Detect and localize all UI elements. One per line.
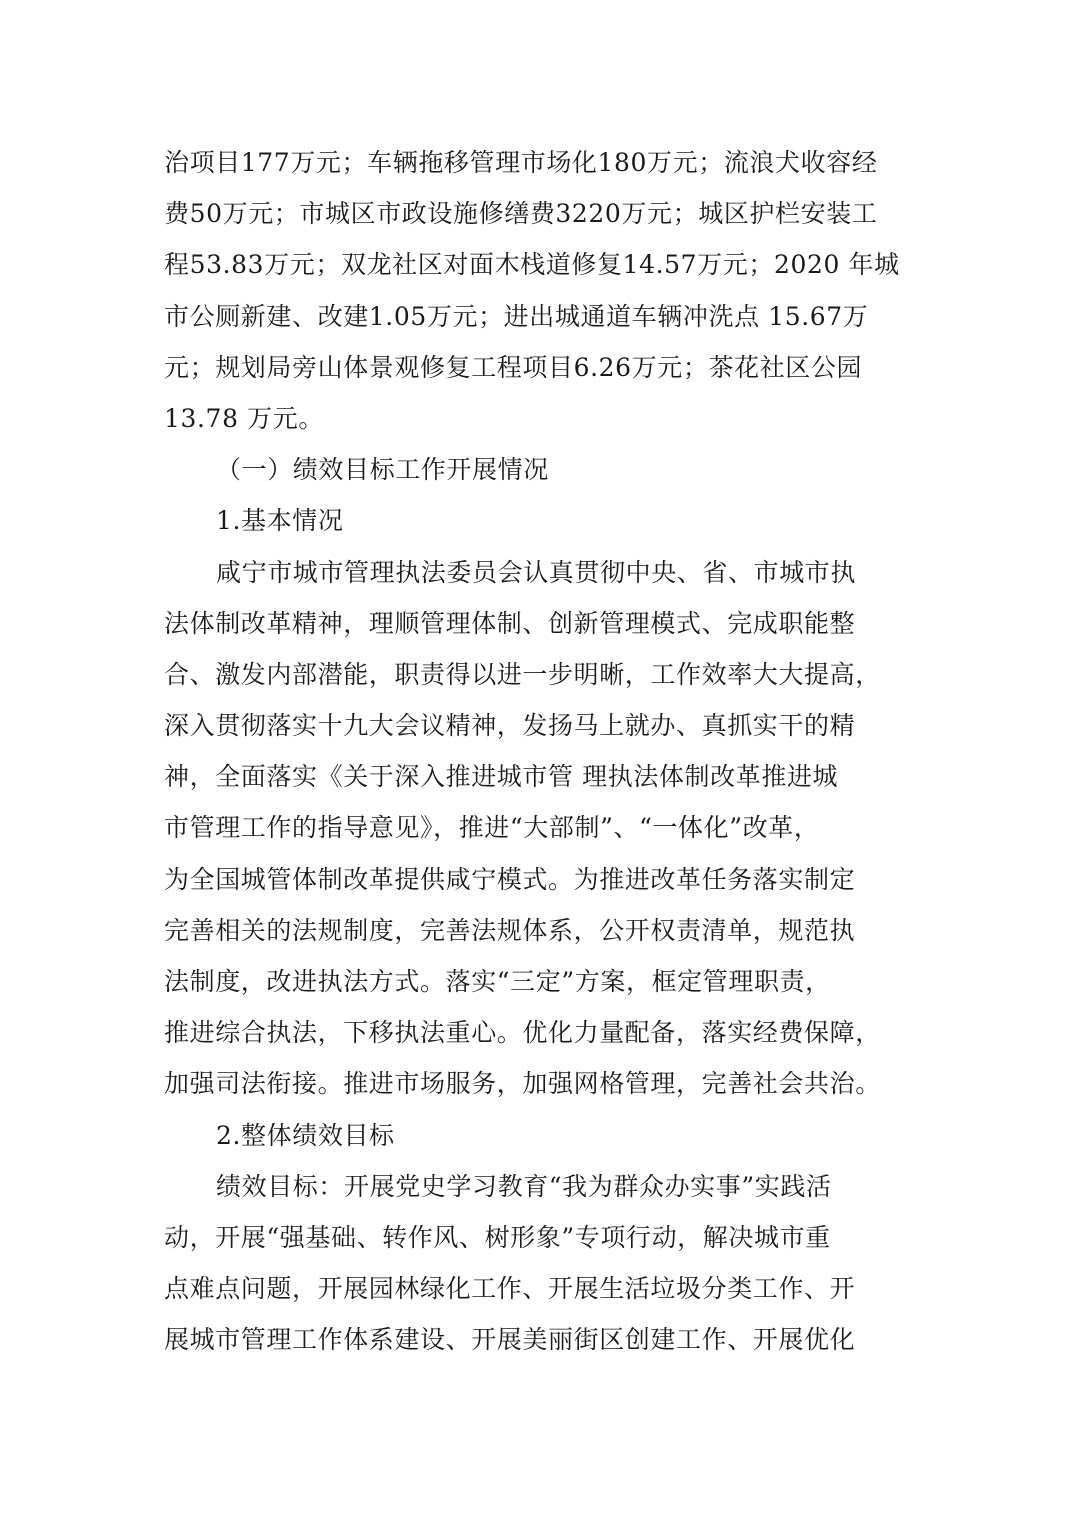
text-line: 为全国城管体制改革提供咸宁模式。为推进改革任务落实制定	[164, 864, 856, 894]
text-line: 加强司法衔接。推进市场服务，加强网格管理，完善社会共治。	[164, 1069, 881, 1099]
text-line: 费50万元；市城区市政设施修缮费3220万元；城区护栏安装工	[164, 199, 878, 229]
text-line: 神，全面落实《关于深入推进城市管 理执法体制改革推进城	[164, 762, 839, 792]
text-line: 法体制改革精神，理顺管理体制、创新管理模式、完成职能整	[164, 608, 856, 638]
text-line: 展城市管理工作体系建设、开展美丽街区创建工作、开展优化	[164, 1325, 856, 1355]
text-line: 元；规划局旁山体景观修复工程项目6.26万元；茶花社区公园	[164, 352, 863, 382]
subheading-basic-situation: 1.基本情况	[216, 506, 344, 536]
text-line: 咸宁市城市管理执法委员会认真贯彻中央、省、市城市执	[216, 557, 857, 587]
subheading-overall-goals: 2.整体绩效目标	[216, 1120, 395, 1150]
text-line: 深入贯彻落实十九大会议精神，发扬马上就办、真抓实干的精	[164, 711, 856, 741]
text-line: 合、激发内部潜能，职责得以进一步明晰，工作效率大大提高，	[164, 659, 881, 689]
text-line: 市管理工作的指导意见》，推进“大部制”、“一体化”改革，	[164, 813, 820, 843]
paragraph-basic-situation	[164, 547, 914, 1110]
paragraph-budget-items	[164, 137, 914, 444]
text-line: 13.78 万元。	[164, 403, 324, 433]
section-heading: （一）绩效目标工作开展情况	[216, 455, 549, 485]
text-line: 完善相关的法规制度，完善法规体系，公开权责清单，规范执	[164, 915, 856, 945]
text-line: 法制度，改进执法方式。落实“三定”方案，框定管理职责，	[164, 967, 831, 996]
text-line: 治项目177万元；车辆拖移管理市场化180万元；流浪犬收容经	[164, 148, 878, 177]
document-body	[164, 137, 914, 1366]
paragraph-performance-goals	[164, 1161, 914, 1366]
text-line: 推进综合执法，下移执法重心。优化力量配备，落实经费保障，	[164, 1018, 881, 1048]
text-line: 绩效目标：开展党史学习教育“我为群众办实事”实践活	[216, 1171, 832, 1201]
text-line: 动，开展“强基础、转作风、树形象”专项行动，解决城市重	[164, 1222, 831, 1252]
text-line: 点难点问题，开展园林绿化工作、开展生活垃圾分类工作、开	[164, 1274, 856, 1304]
text-line: 市公厕新建、改建1.05万元；进出城通道车辆冲洗点 15.67万	[164, 301, 869, 331]
text-line: 程53.83万元；双龙社区对面木栈道修复14.57万元；2020 年城	[164, 250, 900, 280]
